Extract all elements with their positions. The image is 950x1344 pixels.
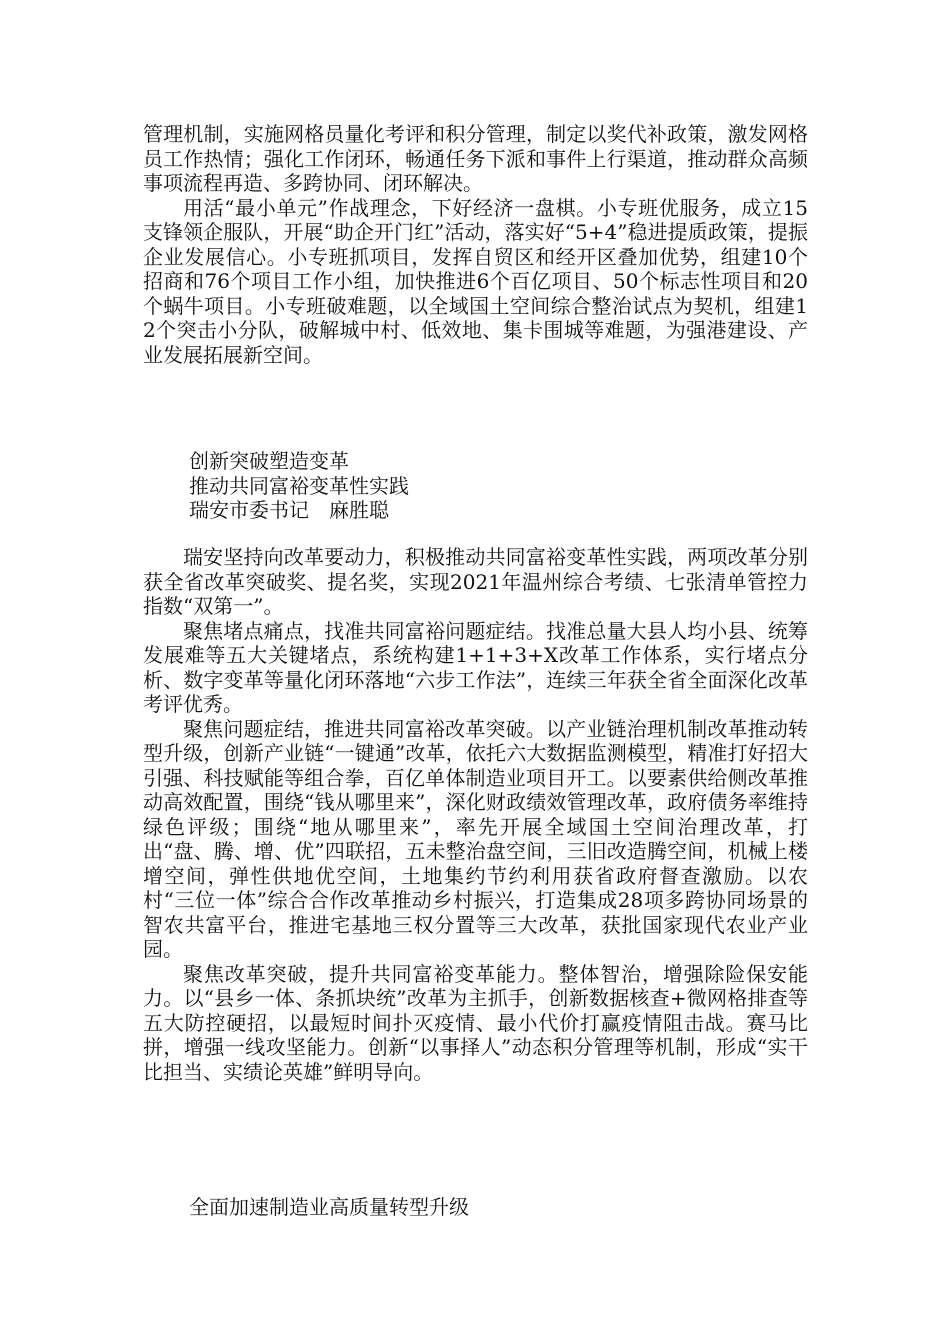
next-article-title: 全面加速制造业高质量转型升级 [189, 1195, 469, 1219]
article-body [143, 545, 808, 1084]
paragraph: 用活“最小单元”作战理念，下好经济一盘棋。小专班优服务，成立15支锋领企服队，开展“助企开门红”活动，落实好“5+4”稳进提质政策，提振企业发展信心。小专班抓项目，发挥自贸区和经开区叠加优势，组建10个招商和76个项目工作小组，加快推进6个百亿项目、50个标志性项目和20个蜗牛项目。小专班破难题，以全域国土空间综合整治试点为契机，组建12个突击小分队，破解城中村、低效地、集卡围城等难题，为强港建设、产业发展拓展新空间。 [143, 195, 808, 367]
paragraph: 聚焦改革突破，提升共同富裕变革能力。整体智治，增强除险保安能力。以“县乡一体、条抓块统”改革为主抓手，创新数据核查+微网格排查等五大防控硬招，以最短时间扑灭疫情、最小代价打赢疫情阻击战。赛马比拼，增强一线攻坚能力。创新“以事择人”动态积分管理等机制，形成“实干比担当、实绩论英雄”鲜明导向。 [143, 961, 808, 1084]
section-continuation [143, 122, 808, 367]
paragraph: 聚焦堵点痛点，找准共同富裕问题症结。找准总量大县人均小县、统筹发展难等五大关键堵点，系统构建1+1+3+X改革工作体系，实行堵点分析、数字变革等量化闭环落地“六步工作法”，连续三年获全省全面深化改革考评优秀。 [143, 618, 808, 716]
paragraph: 聚焦问题症结，推进共同富裕改革突破。以产业链治理机制改革推动转型升级，创新产业链“一键通”改革，依托六大数据监测模型，精准打好招大引强、科技赋能等组合拳，百亿单体制造业项目开工。以要素供给侧改革推动高效配置，围绕“钱从哪里来”，深化财政绩效管理改革，政府债务率维持绿色评级；围绕“地从哪里来”，率先开展全域国土空间治理改革，打出“盘、腾、增、优”四联招，五未整治盘空间，三旧改造腾空间，机械上楼增空间，弹性供地优空间，土地集约节约利用获省政府督查激励。以农村“三位一体”综合合作改革推动乡村振兴，打造集成28项多跨协同场景的智农共富平台，推进宅基地三权分置等三大改革，获批国家现代农业产业园。 [143, 716, 808, 961]
paragraph: 瑞安坚持向改革要动力，积极推动共同富裕变革性实践，两项改革分别获全省改革突破奖、提名奖，实现2021年温州综合考绩、七张清单管控力指数“双第一”。 [143, 545, 808, 618]
article-subtitle: 推动共同富裕变革性实践 [189, 473, 409, 498]
paragraph: 管理机制，实施网格员量化考评和积分管理，制定以奖代补政策，激发网格员工作热情；强化工作闭环，畅通任务下派和事件上行渠道，推动群众高频事项流程再造、多跨协同、闭环解决。 [143, 122, 808, 195]
article-author: 瑞安市委书记 麻胜聪 [189, 498, 389, 522]
article-title: 创新突破塑造变革 [189, 449, 349, 473]
